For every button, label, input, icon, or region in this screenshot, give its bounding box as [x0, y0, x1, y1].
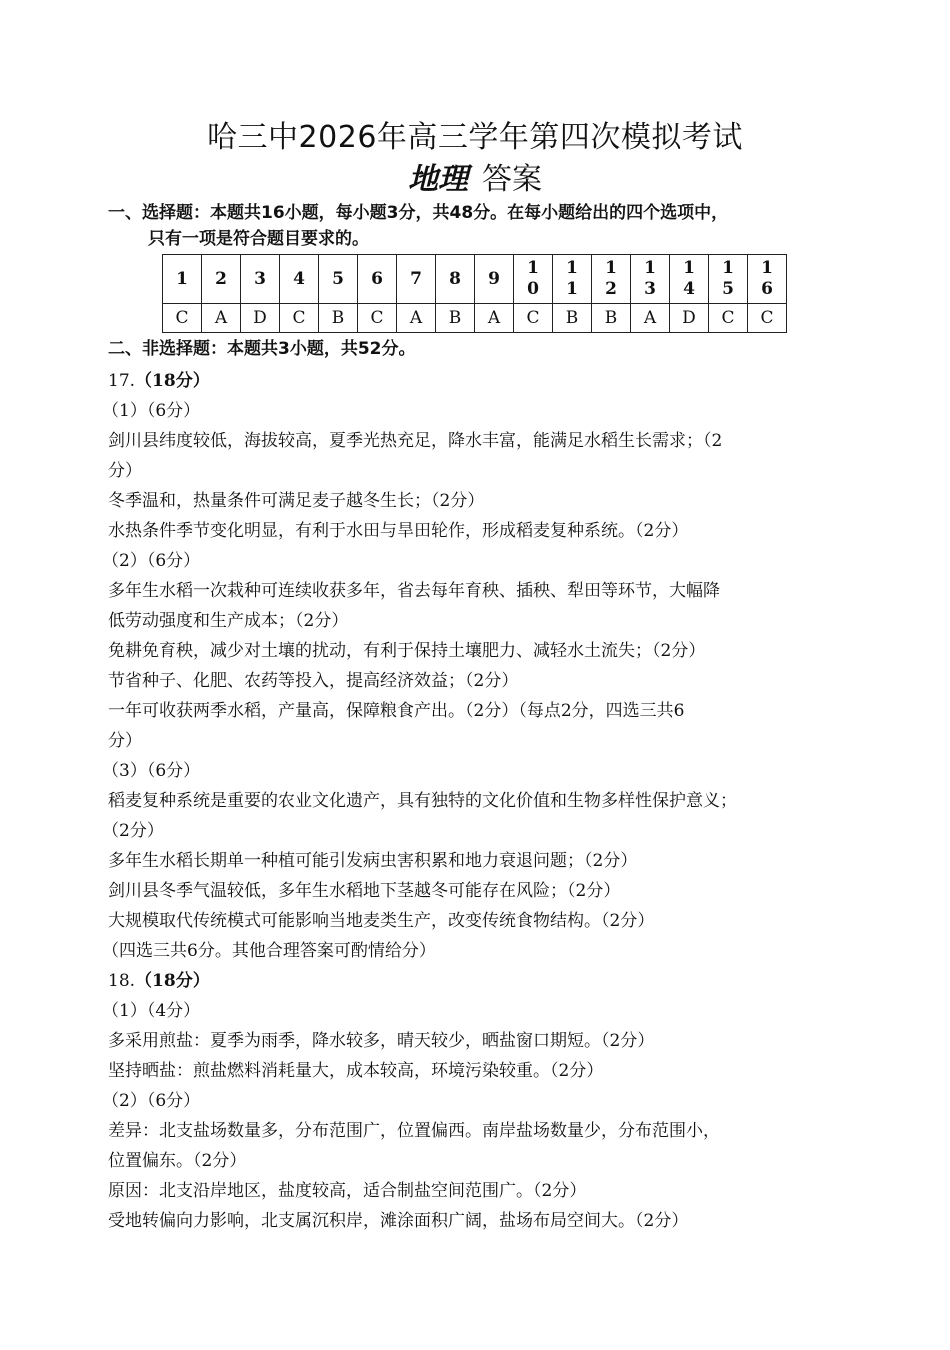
question-number-row	[163, 255, 787, 304]
answer-line: 分）	[108, 731, 142, 751]
sub-question-label: （1）（6分）	[102, 401, 201, 421]
answer-line: 分）	[108, 461, 142, 481]
question-number: 18.	[108, 971, 136, 991]
answer-cell: B	[553, 304, 592, 333]
answer-cell: A	[475, 304, 514, 333]
answer-cell: A	[397, 304, 436, 333]
section-2-heading: 二、非选择题：本题共3小题，共52分。	[108, 339, 416, 359]
answer-cell: A	[631, 304, 670, 333]
answer-line: 多年生水稻长期单一种植可能引发病虫害积累和地力衰退问题；（2分）	[108, 851, 638, 871]
question-number-cell: 1	[163, 255, 202, 304]
answer-line: 差异：北支盐场数量多，分布范围广，位置偏西。南岸盐场数量少，分布范围小，	[108, 1121, 720, 1141]
answer-cell: A	[202, 304, 241, 333]
answer-line: 冬季温和，热量条件可满足麦子越冬生长；（2分）	[108, 491, 485, 511]
subject-label: 地理	[408, 162, 468, 197]
answer-line: 免耕免育秧，减少对土壤的扰动，有利于保持土壤肥力、减轻水土流失；（2分）	[108, 641, 706, 661]
answer-label: 答案	[482, 162, 542, 197]
section-1-heading	[108, 200, 848, 252]
answer-cell: C	[163, 304, 202, 333]
answer-cell: C	[748, 304, 787, 333]
answer-cell: C	[280, 304, 319, 333]
question-heading	[108, 966, 848, 996]
answer-cell: C	[514, 304, 553, 333]
answer-table	[162, 254, 787, 333]
sub-question-label: （3）（6分）	[102, 761, 201, 781]
sub-question-label: （四选三共6分。其他合理答案可酌情给分）	[102, 941, 436, 961]
section-1-line-2: 只有一项是符合题目要求的。	[148, 229, 369, 249]
page-title: 哈三中2026年高三学年第四次模拟考试	[207, 120, 743, 155]
question-number-cell: 2	[202, 255, 241, 304]
answer-line: 稻麦复种系统是重要的农业文化遗产，具有独特的文化价值和生物多样性保护意义；	[108, 791, 737, 811]
section-1-line-1: 一、选择题：本题共16小题，每小题3分，共48分。在每小题给出的四个选项中，	[108, 203, 729, 223]
question-number-cell: 9	[475, 255, 514, 304]
question-number-cell: 1 4	[670, 255, 709, 304]
answer-cell: B	[436, 304, 475, 333]
answer-line: 低劳动强度和生产成本；（2分）	[108, 611, 349, 631]
page-subtitle	[0, 154, 950, 198]
sub-question-label: （2）（6分）	[102, 1091, 201, 1111]
answer-cell: B	[319, 304, 358, 333]
sub-question-label: （2）（6分）	[102, 551, 201, 571]
answer-line: 节省种子、化肥、农药等投入，提高经济效益；（2分）	[108, 671, 519, 691]
answer-cell: B	[592, 304, 631, 333]
sub-question-label: （1）（4分）	[102, 1001, 201, 1021]
answer-cell: D	[670, 304, 709, 333]
answer-cell: D	[241, 304, 280, 333]
question-heading	[108, 366, 848, 396]
question-number-cell: 8	[436, 255, 475, 304]
answer-body	[102, 366, 848, 1236]
answer-line: 多采用煎盐：夏季为雨季，降水较多，晴天较少，晒盐窗口期短。（2分）	[108, 1031, 655, 1051]
question-number-cell: 7	[397, 255, 436, 304]
question-number-cell: 6	[358, 255, 397, 304]
answer-line: 位置偏东。（2分）	[108, 1151, 247, 1171]
question-number-cell: 1 3	[631, 255, 670, 304]
answer-line: 剑川县纬度较低，海拔较高，夏季光热充足，降水丰富，能满足水稻生长需求；（2	[108, 431, 723, 451]
answer-line: 受地转偏向力影响，北支属沉积岸，滩涂面积广阔，盐场布局空间大。（2分）	[108, 1211, 689, 1231]
question-number-cell: 5	[319, 255, 358, 304]
question-points: （18分）	[135, 971, 210, 991]
answer-line: 原因：北支沿岸地区，盐度较高，适合制盐空间范围广。（2分）	[108, 1181, 587, 1201]
question-number-cell: 1 6	[748, 255, 787, 304]
answer-line: 大规模取代传统模式可能影响当地麦类生产，改变传统食物结构。（2分）	[108, 911, 655, 931]
answer-row	[163, 304, 787, 333]
question-number-cell: 1 2	[592, 255, 631, 304]
question-number-cell: 1 5	[709, 255, 748, 304]
question-number-cell: 4	[280, 255, 319, 304]
question-number-cell: 3	[241, 255, 280, 304]
question-points: （18分）	[135, 371, 210, 391]
question-number-cell: 1 1	[553, 255, 592, 304]
question-number-cell: 1 0	[514, 255, 553, 304]
answer-line: 坚持晒盐：煎盐燃料消耗量大，成本较高，环境污染较重。（2分）	[108, 1061, 604, 1081]
answer-cell: C	[709, 304, 748, 333]
answer-line: 多年生水稻一次栽种可连续收获多年，省去每年育秧、插秧、犁田等环节，大幅降	[108, 581, 720, 601]
answer-cell: C	[358, 304, 397, 333]
answer-line: 剑川县冬季气温较低，多年生水稻地下茎越冬可能存在风险；（2分）	[108, 881, 621, 901]
sub-question-label: （2分）	[102, 821, 164, 841]
answer-line: 水热条件季节变化明显，有利于水田与旱田轮作，形成稻麦复种系统。（2分）	[108, 521, 689, 541]
answer-line: 一年可收获两季水稻，产量高，保障粮食产出。（2分）（每点2分，四选三共6	[108, 701, 685, 721]
question-number: 17.	[108, 371, 136, 391]
